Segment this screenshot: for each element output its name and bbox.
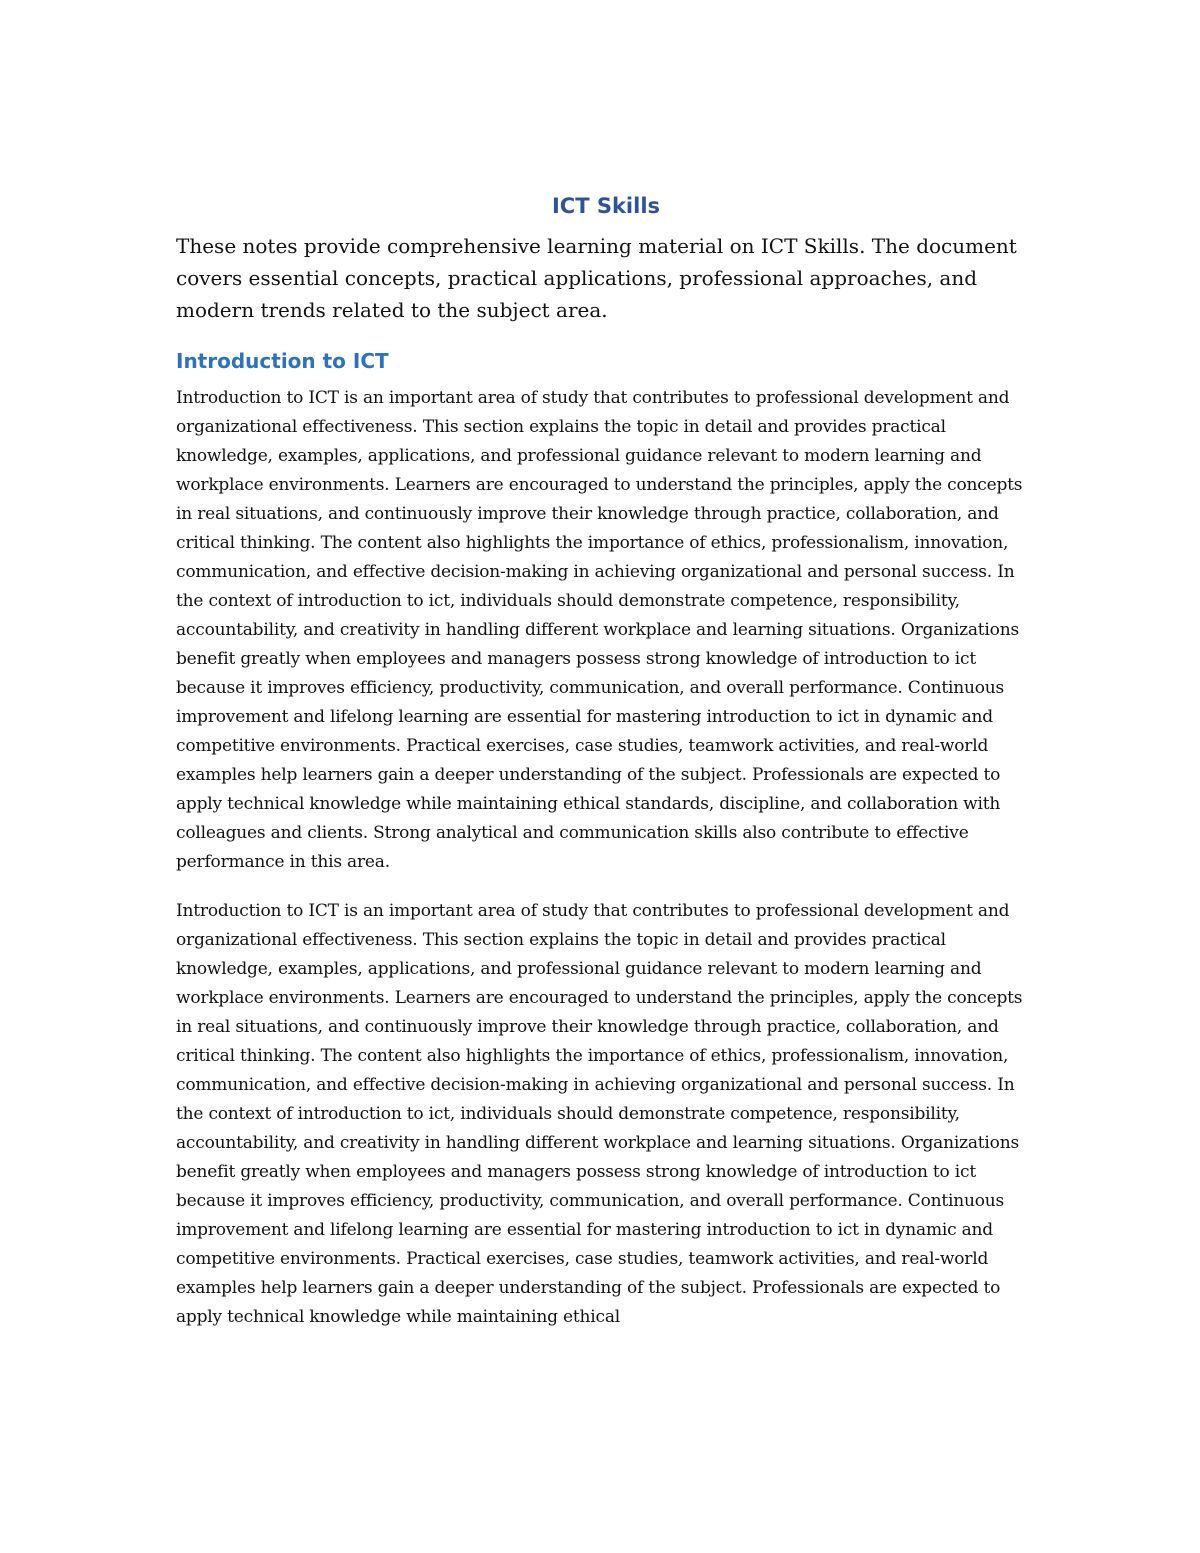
section-paragraph: Introduction to ICT is an important area of study that contributes to professional development and organizational effectiveness. This section explains the topic in detail and provides practical knowledge, examples, applications, and professional guidance relevant to modern learning and workplace environments. Learners are encouraged to understand the principles, apply the concepts in real situations, and continuously improve their knowledge through practice, collaboration, and critical thinking. The content also highlights the importance of ethics, professionalism, innovation, communication, and effective decision-making in achieving organizational and personal success. In the context of introduction to ict, individuals should demonstrate competence, responsibility, accountability, and creativity in handling different workplace and learning situations. Organizations benefit greatly when employees and managers possess strong knowledge of introduction to ict because it improves efficiency, productivity, communication, and overall performance. Continuous improvement and lifelong learning are essential for mastering introduction to ict in dynamic and competitive environments. Practical exercises, case studies, teamwork activities, and real-world examples help learners gain a deeper understanding of the subject. Professionals are expected to apply technical knowledge while maintaining ethical <box>176 901 1023 1327</box>
section-heading-introduction-to-ict: Introduction to ICT <box>176 349 389 373</box>
section-paragraph: Introduction to ICT is an important area of study that contributes to professional development and organizational effectiveness. This section explains the topic in detail and provides practical knowledge, examples, applications, and professional guidance relevant to modern learning and workplace environments. Learners are encouraged to understand the principles, apply the concepts in real situations, and continuously improve their knowledge through practice, collaboration, and critical thinking. The content also highlights the importance of ethics, professionalism, innovation, communication, and effective decision-making in achieving organizational and personal success. In the context of introduction to ict, individuals should demonstrate competence, responsibility, accountability, and creativity in handling different workplace and learning situations. Organizations benefit greatly when employees and managers possess strong knowledge of introduction to ict because it improves efficiency, productivity, communication, and overall performance. Continuous improvement and lifelong learning are essential for mastering introduction to ict in dynamic and competitive environments. Practical exercises, case studies, teamwork activities, and real-world examples help learners gain a deeper understanding of the subject. Professionals are expected to apply technical knowledge while maintaining ethical standards, discipline, and collaboration with colleagues and clients. Strong analytical and communication skills also contribute to effective performance in this area. <box>176 388 1023 872</box>
document-title: ICT Skills <box>551 194 661 218</box>
document-content <box>176 190 1036 1352</box>
document-intro: These notes provide comprehensive learning material on ICT Skills. The document covers essential concepts, practical applications, professional approaches, and modern trends related to the subject area. <box>176 234 1017 322</box>
